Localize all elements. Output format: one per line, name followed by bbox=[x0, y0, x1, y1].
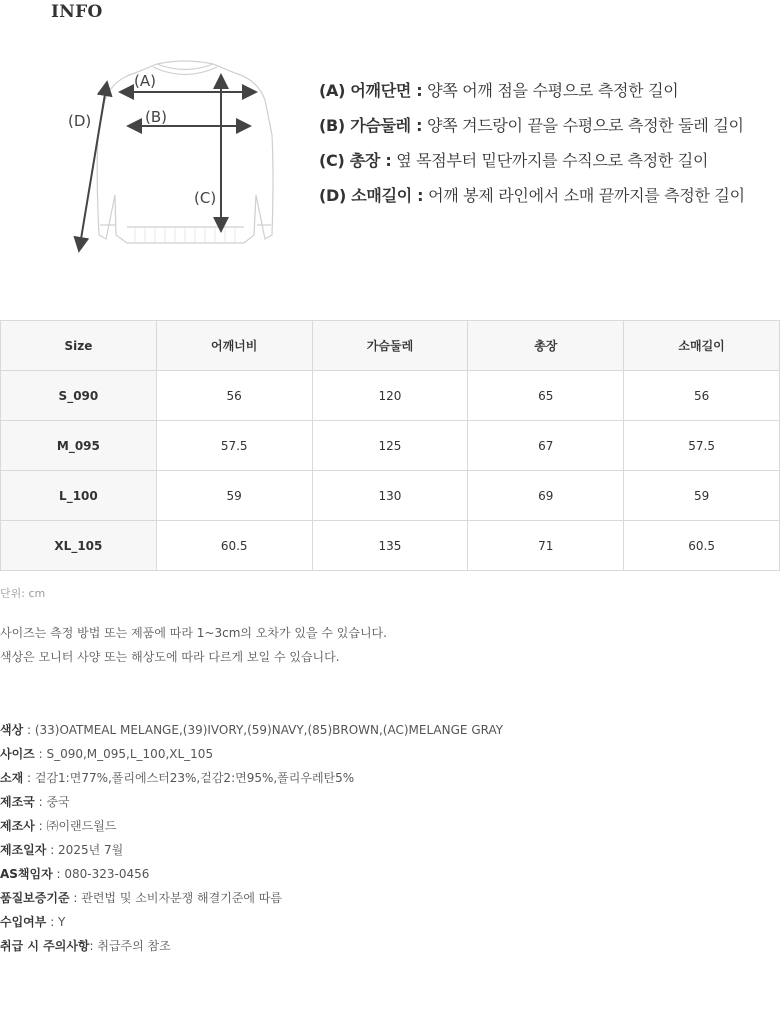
table-cell: 65 bbox=[468, 371, 624, 421]
legend-item-c bbox=[319, 149, 745, 184]
note-text: 색상은 모니터 사양 또는 해상도에 따라 다르게 보일 수 있습니다. bbox=[0, 650, 340, 664]
column-header: 총장 bbox=[468, 321, 624, 371]
spec-item-care bbox=[0, 937, 503, 961]
spec-item-manufacturer bbox=[0, 817, 503, 841]
column-header: Size bbox=[1, 321, 157, 371]
table-header-row bbox=[1, 321, 780, 371]
collar-outline bbox=[157, 64, 213, 70]
table-cell: 130 bbox=[312, 471, 468, 521]
spec-label: 품질보증기준 bbox=[0, 891, 70, 905]
sweater-outline bbox=[97, 61, 273, 243]
column-header: 어깨너비 bbox=[156, 321, 312, 371]
table-cell: 57.5 bbox=[624, 421, 780, 471]
table-cell: 71 bbox=[468, 521, 624, 571]
label-b: (B) bbox=[145, 108, 167, 126]
size-cell: L_100 bbox=[1, 471, 157, 521]
sweater-measurement-diagram bbox=[60, 55, 300, 255]
table-cell: 125 bbox=[312, 421, 468, 471]
spec-label: 수입여부 bbox=[0, 915, 47, 929]
spec-value: : (33)OATMEAL MELANGE,(39)IVORY,(59)NAVY,(85)BROWN,(AC)MELANGE GRAY bbox=[23, 723, 504, 737]
spec-label: 제조국 bbox=[0, 795, 35, 809]
spec-item-size bbox=[0, 745, 503, 769]
spec-value: : 취급주의 참조 bbox=[89, 939, 171, 953]
legend-key: (D) 소매길이 : bbox=[319, 186, 424, 205]
spec-label: 사이즈 bbox=[0, 747, 35, 761]
table-row bbox=[1, 521, 780, 571]
spec-value: : 겉감1:면77%,폴리에스터23%,겉감2:면95%,폴리우레탄5% bbox=[23, 771, 355, 785]
label-a: (A) bbox=[134, 72, 156, 90]
table-cell: 67 bbox=[468, 421, 624, 471]
table-row bbox=[1, 471, 780, 521]
spec-label: 제조사 bbox=[0, 819, 35, 833]
spec-item-date bbox=[0, 841, 503, 865]
page-title: INFO bbox=[51, 2, 103, 22]
table-row bbox=[1, 421, 780, 471]
legend-key: (B) 가슴둘레 : bbox=[319, 116, 423, 135]
spec-label: 색상 bbox=[0, 723, 24, 737]
legend-text: 어깨 봉제 라인에서 소매 끝까지를 측정한 길이 bbox=[423, 186, 745, 205]
table-cell: 69 bbox=[468, 471, 624, 521]
spec-item-country bbox=[0, 793, 503, 817]
legend-item-d bbox=[319, 184, 745, 219]
spec-value: : 2025년 7월 bbox=[46, 843, 124, 857]
unit-note: 단위: cm bbox=[0, 587, 46, 600]
spec-value: : 080-323-0456 bbox=[52, 867, 150, 881]
size-cell: M_095 bbox=[1, 421, 157, 471]
column-header: 소매길이 bbox=[624, 321, 780, 371]
legend-key: (C) 총장 : bbox=[319, 151, 392, 170]
legend-text: 양쪽 어깨 점을 수평으로 측정한 길이 bbox=[422, 81, 679, 100]
table-cell: 56 bbox=[624, 371, 780, 421]
spec-label: 제조일자 bbox=[0, 843, 47, 857]
label-d: (D) bbox=[68, 112, 92, 130]
spec-item-import bbox=[0, 913, 503, 937]
product-spec-list bbox=[0, 721, 503, 961]
table-cell: 59 bbox=[156, 471, 312, 521]
legend-key: (A) 어깨단면 : bbox=[319, 81, 423, 100]
spec-value: : Y bbox=[46, 915, 66, 929]
legend-item-a bbox=[319, 79, 745, 114]
spec-item-color bbox=[0, 721, 503, 745]
label-c: (C) bbox=[194, 189, 217, 207]
table-cell: 135 bbox=[312, 521, 468, 571]
spec-item-warranty bbox=[0, 889, 503, 913]
column-header: 가슴둘레 bbox=[312, 321, 468, 371]
spec-value: : 중국 bbox=[34, 795, 70, 809]
table-row bbox=[1, 371, 780, 421]
spec-label: AS책임자 bbox=[0, 867, 53, 881]
legend-item-b bbox=[319, 114, 745, 149]
table-cell: 57.5 bbox=[156, 421, 312, 471]
table-cell: 60.5 bbox=[624, 521, 780, 571]
note-text: 사이즈는 측정 방법 또는 제품에 따라 1~3cm의 오차가 있을 수 있습니다. bbox=[0, 626, 387, 640]
size-cell: XL_105 bbox=[1, 521, 157, 571]
spec-item-material bbox=[0, 769, 503, 793]
table-cell: 59 bbox=[624, 471, 780, 521]
spec-item-as-contact bbox=[0, 865, 503, 889]
table-cell: 56 bbox=[156, 371, 312, 421]
size-notes bbox=[0, 624, 387, 672]
spec-label: 소재 bbox=[0, 771, 24, 785]
spec-value: : S_090,M_095,L_100,XL_105 bbox=[34, 747, 214, 761]
legend-text: 양쪽 겨드랑이 끝을 수평으로 측정한 둘레 길이 bbox=[422, 116, 744, 135]
measurement-legend bbox=[319, 79, 745, 219]
spec-value: : 관련법 및 소비자분쟁 해결기준에 따름 bbox=[69, 891, 282, 905]
table-cell: 60.5 bbox=[156, 521, 312, 571]
table-cell: 120 bbox=[312, 371, 468, 421]
size-table bbox=[0, 320, 780, 571]
spec-label: 취급 시 주의사항 bbox=[0, 939, 90, 953]
spec-value: : ㈜이랜드월드 bbox=[34, 819, 117, 833]
size-cell: S_090 bbox=[1, 371, 157, 421]
legend-text: 옆 목점부터 밑단까지를 수직으로 측정한 길이 bbox=[391, 151, 709, 170]
